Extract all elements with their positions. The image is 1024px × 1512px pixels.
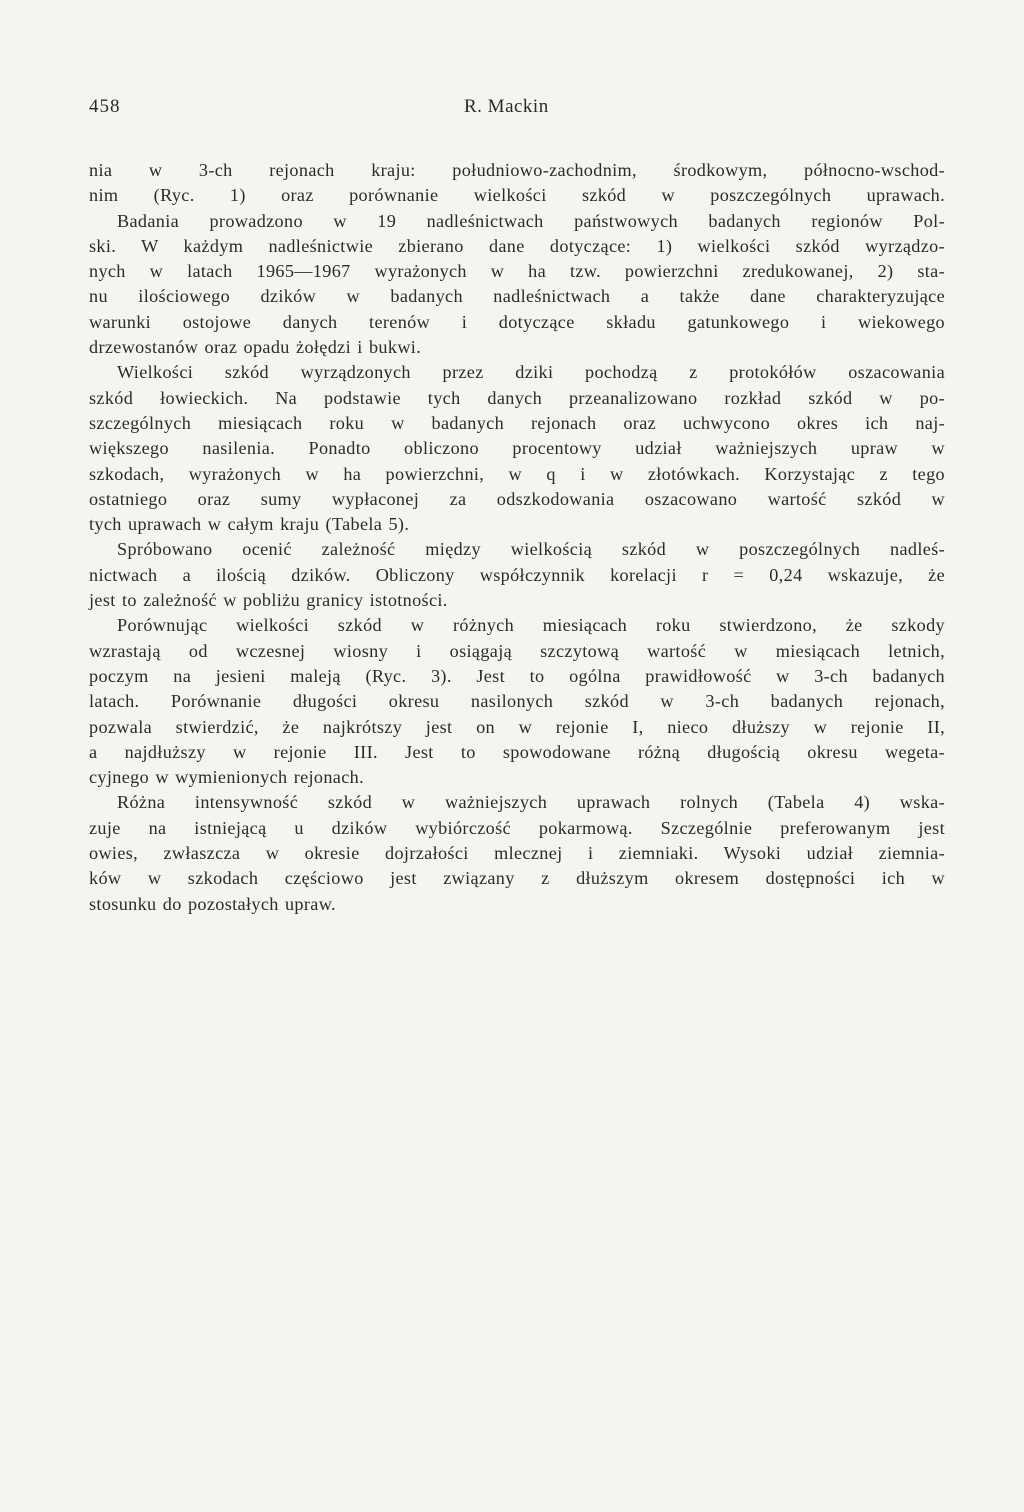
text-line: nim (Ryc. 1) oraz porównanie wielkości szkód w poszczególnych uprawach. bbox=[89, 185, 945, 206]
text-line: ostatniego oraz sumy wypłaconej za odszkodowania oszacowano wartość szkód w bbox=[89, 488, 945, 509]
text-line: stosunku do pozostałych upraw. bbox=[89, 893, 336, 914]
running-head-author: R. Mackin bbox=[464, 96, 549, 117]
body-text bbox=[89, 158, 945, 917]
text-line: nych w latach 1965—1967 wyrażonych w ha tzw. powierzchni zredukowanej, 2) sta- bbox=[89, 261, 945, 282]
text-line: szkód łowieckich. Na podstawie tych danych przeanalizowano rozkład szkód w po- bbox=[89, 387, 945, 408]
text-line: nictwach a ilością dzików. Obliczony współczynnik korelacji r = 0,24 wskazuje, że bbox=[89, 564, 945, 585]
text-line: cyjnego w wymienionych rejonach. bbox=[89, 767, 364, 788]
text-line: Wielkości szkód wyrządzonych przez dziki pochodzą z protokółów oszacowania bbox=[117, 362, 945, 383]
text-line: zuje na istniejącą u dzików wybiórczość pokarmową. Szczególnie preferowanym jest bbox=[89, 817, 945, 838]
page-number: 458 bbox=[89, 96, 121, 117]
text-line: Różna intensywność szkód w ważniejszych uprawach rolnych (Tabela 4) wska- bbox=[117, 792, 945, 813]
text-line: nia w 3-ch rejonach kraju: południowo-zachodnim, środkowym, północno-wschod- bbox=[89, 160, 945, 180]
text-line: Porównując wielkości szkód w różnych miesiącach roku stwierdzono, że szkody bbox=[117, 615, 945, 636]
text-line: latach. Porównanie długości okresu nasilonych szkód w 3-ch badanych rejonach, bbox=[89, 691, 945, 712]
text-line: pozwala stwierdzić, że najkrótszy jest on w rejonie I, nieco dłuższy w rejonie II, bbox=[89, 716, 945, 737]
page-header bbox=[89, 96, 945, 124]
text-line: szczególnych miesiącach roku w badanych rejonach oraz uchwycono okres ich naj- bbox=[89, 412, 945, 433]
text-line: poczym na jesieni maleją (Ryc. 3). Jest to ogólna prawidłowość w 3-ch badanych bbox=[89, 665, 945, 686]
text-line: ski. W każdym nadleśnictwie zbierano dane dotyczące: 1) wielkości szkód wyrządzo- bbox=[89, 235, 945, 256]
text-line: Spróbowano ocenić zależność między wielkością szkód w poszczególnych nadleś- bbox=[117, 539, 945, 560]
text-line: owies, zwłaszcza w okresie dojrzałości mlecznej i ziemniaki. Wysoki udział ziemnia- bbox=[89, 843, 945, 864]
text-line: wzrastają od wczesnej wiosny i osiągają szczytową wartość w miesiącach letnich, bbox=[89, 640, 945, 661]
text-line: szkodach, wyrażonych w ha powierzchni, w q i w złotówkach. Korzystając z tego bbox=[89, 463, 945, 484]
text-line: Badania prowadzono w 19 nadleśnictwach państwowych badanych regionów Pol- bbox=[117, 210, 945, 231]
text-line: a najdłuższy w rejonie III. Jest to spowodowane różną długością okresu wegeta- bbox=[89, 741, 945, 762]
text-line: warunki ostojowe danych terenów i dotyczące składu gatunkowego i wiekowego bbox=[89, 311, 945, 332]
text-line: drzewostanów oraz opadu żołędzi i bukwi. bbox=[89, 337, 422, 358]
text-line: jest to zależność w pobliżu granicy istotności. bbox=[89, 590, 448, 611]
text-line: ków w szkodach częściowo jest związany z dłuższym okresem dostępności ich w bbox=[89, 868, 945, 889]
text-line: tych uprawach w całym kraju (Tabela 5). bbox=[89, 514, 410, 535]
text-line: nu ilościowego dzików w badanych nadleśnictwach a także dane charakteryzujące bbox=[89, 286, 945, 307]
text-line: większego nasilenia. Ponadto obliczono procentowy udział ważniejszych upraw w bbox=[89, 438, 945, 459]
